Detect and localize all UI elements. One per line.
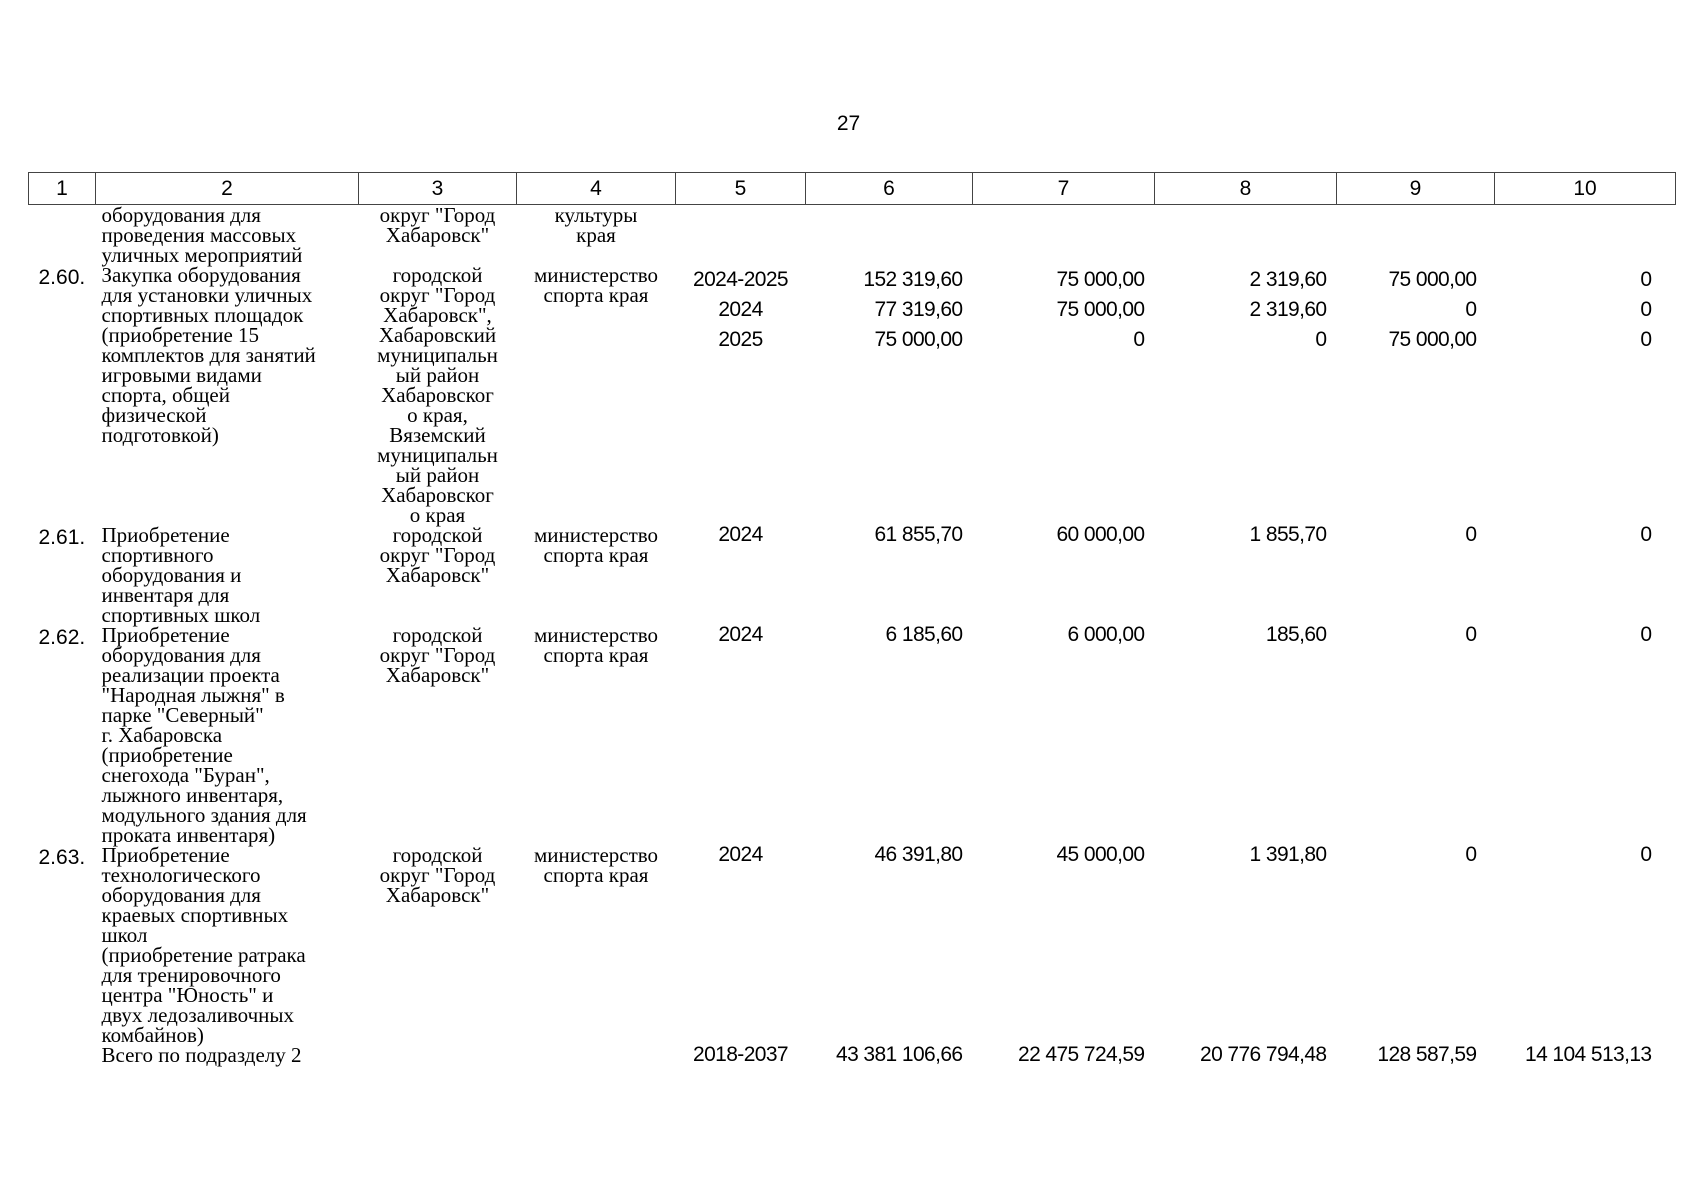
amount-value: 1 391,80 <box>1249 843 1327 866</box>
table-row <box>29 265 1676 525</box>
row-district: городской округ "Город Хабаровск" <box>379 843 496 907</box>
row-district: городской округ "Город Хабаровск" <box>379 523 496 587</box>
header-cell: 8 <box>1155 173 1337 205</box>
row-name: Приобретение оборудования для реализации проекта "Народная лыжня" в парке "Северный" г. Хабаровска (приобретение снегохода "Буран", лыжного инвентаря, модульного здания для проката инвентаря) <box>101 623 307 847</box>
amount-value: 6 185,60 <box>885 623 963 646</box>
row-district: округ "Город Хабаровск" <box>379 203 496 247</box>
year-value: 2024 <box>718 523 763 546</box>
row-years <box>676 625 806 845</box>
year-value: 2024-2025 <box>692 268 789 291</box>
amount-value: 77 319,60 <box>874 298 963 321</box>
amount-value: 0 <box>1640 268 1652 291</box>
row-ministry: министерство спорта края <box>533 523 659 567</box>
row-ministry: министерство спорта края <box>533 623 659 667</box>
amount-value: 46 391,80 <box>874 843 963 866</box>
total-col7: 22 475 724,59 <box>1018 1043 1145 1066</box>
amount-value: 0 <box>1640 298 1652 321</box>
amount-value: 75 000,00 <box>1056 298 1145 321</box>
amount-value: 0 <box>1640 523 1652 546</box>
row-name: Закупка оборудования для установки уличных спортивных площадок (приобретение 15 комплектов для занятий игровыми видами спорта, общей физической подготовкой) <box>101 263 316 447</box>
amount-value: 75 000,00 <box>1388 268 1477 291</box>
total-col9: 128 587,59 <box>1377 1043 1477 1066</box>
amount-value: 1 855,70 <box>1249 523 1327 546</box>
row-number: 2.63. <box>38 846 86 869</box>
row-col7 <box>973 265 1155 525</box>
row-ministry: министерство спорта края <box>533 843 659 887</box>
amount-value: 45 000,00 <box>1056 843 1145 866</box>
row-name: Приобретение спортивного оборудования и инвентаря для спортивных школ <box>101 523 261 627</box>
table-row-continued <box>29 205 1676 266</box>
header-cell: 3 <box>359 173 517 205</box>
header-cell: 1 <box>29 173 96 205</box>
amount-value: 0 <box>1640 328 1652 351</box>
budget-table <box>28 172 1676 1065</box>
amount-value: 2 319,60 <box>1249 298 1327 321</box>
row-years <box>676 525 806 625</box>
page-number: 27 <box>836 112 861 135</box>
total-col6: 43 381 106,66 <box>836 1043 963 1066</box>
row-col9 <box>1337 265 1495 525</box>
table-header <box>29 173 1676 205</box>
amount-value: 75 000,00 <box>874 328 963 351</box>
total-col10: 14 104 513,13 <box>1525 1043 1652 1066</box>
amount-value: 0 <box>1133 328 1145 351</box>
table-row <box>29 845 1676 1045</box>
total-years: 2018-2037 <box>692 1043 789 1066</box>
table-row <box>29 625 1676 845</box>
amount-value: 0 <box>1640 623 1652 646</box>
row-col10 <box>1495 265 1676 525</box>
row-number: 2.60. <box>38 266 86 289</box>
row-name: Приобретение технологического оборудования для краевых спортивных школ (приобретение ратрака для тренировочного центра "Юность" и двух ледозаливочных комбайнов) <box>101 843 306 1047</box>
header-cell: 6 <box>806 173 973 205</box>
amount-value: 185,60 <box>1265 623 1327 646</box>
total-col8: 20 776 794,48 <box>1200 1043 1327 1066</box>
amount-value: 152 319,60 <box>863 268 963 291</box>
row-years <box>676 845 806 1045</box>
total-label: Всего по подразделу 2 <box>101 1043 302 1067</box>
amount-value: 2 319,60 <box>1249 268 1327 291</box>
row-total-amount <box>806 265 973 525</box>
row-ministry: культуры края <box>554 203 638 247</box>
row-number: 2.61. <box>38 526 86 549</box>
amount-value: 0 <box>1465 523 1477 546</box>
row-ministry: министерство спорта края <box>533 263 659 307</box>
row-col8 <box>1155 265 1337 525</box>
amount-value: 61 855,70 <box>874 523 963 546</box>
header-cell: 4 <box>517 173 676 205</box>
row-years <box>676 265 806 525</box>
amount-value: 0 <box>1640 843 1652 866</box>
total-row <box>29 1045 1676 1065</box>
row-name: оборудования для проведения массовых уличных мероприятий <box>101 203 303 267</box>
amount-value: 75 000,00 <box>1388 328 1477 351</box>
row-district: городской округ "Город Хабаровск", Хабаровский муниципальн ый район Хабаровског о края, Вяземский муниципальн ый район Хабаровског о края <box>377 263 498 527</box>
amount-value: 6 000,00 <box>1067 623 1145 646</box>
year-value: 2025 <box>718 328 763 351</box>
amount-value: 75 000,00 <box>1056 268 1145 291</box>
header-cell: 10 <box>1495 173 1676 205</box>
header-cell: 2 <box>96 173 359 205</box>
row-district: городской округ "Город Хабаровск" <box>379 623 496 687</box>
year-value: 2024 <box>718 298 763 321</box>
year-value: 2024 <box>718 623 763 646</box>
header-cell: 9 <box>1337 173 1495 205</box>
row-number: 2.62. <box>38 626 86 649</box>
header-cell: 7 <box>973 173 1155 205</box>
year-value: 2024 <box>718 843 763 866</box>
amount-value: 0 <box>1465 298 1477 321</box>
amount-value: 60 000,00 <box>1056 523 1145 546</box>
table-row <box>29 525 1676 625</box>
amount-value: 0 <box>1315 328 1327 351</box>
header-cell: 5 <box>676 173 806 205</box>
amount-value: 0 <box>1465 623 1477 646</box>
amount-value: 0 <box>1465 843 1477 866</box>
